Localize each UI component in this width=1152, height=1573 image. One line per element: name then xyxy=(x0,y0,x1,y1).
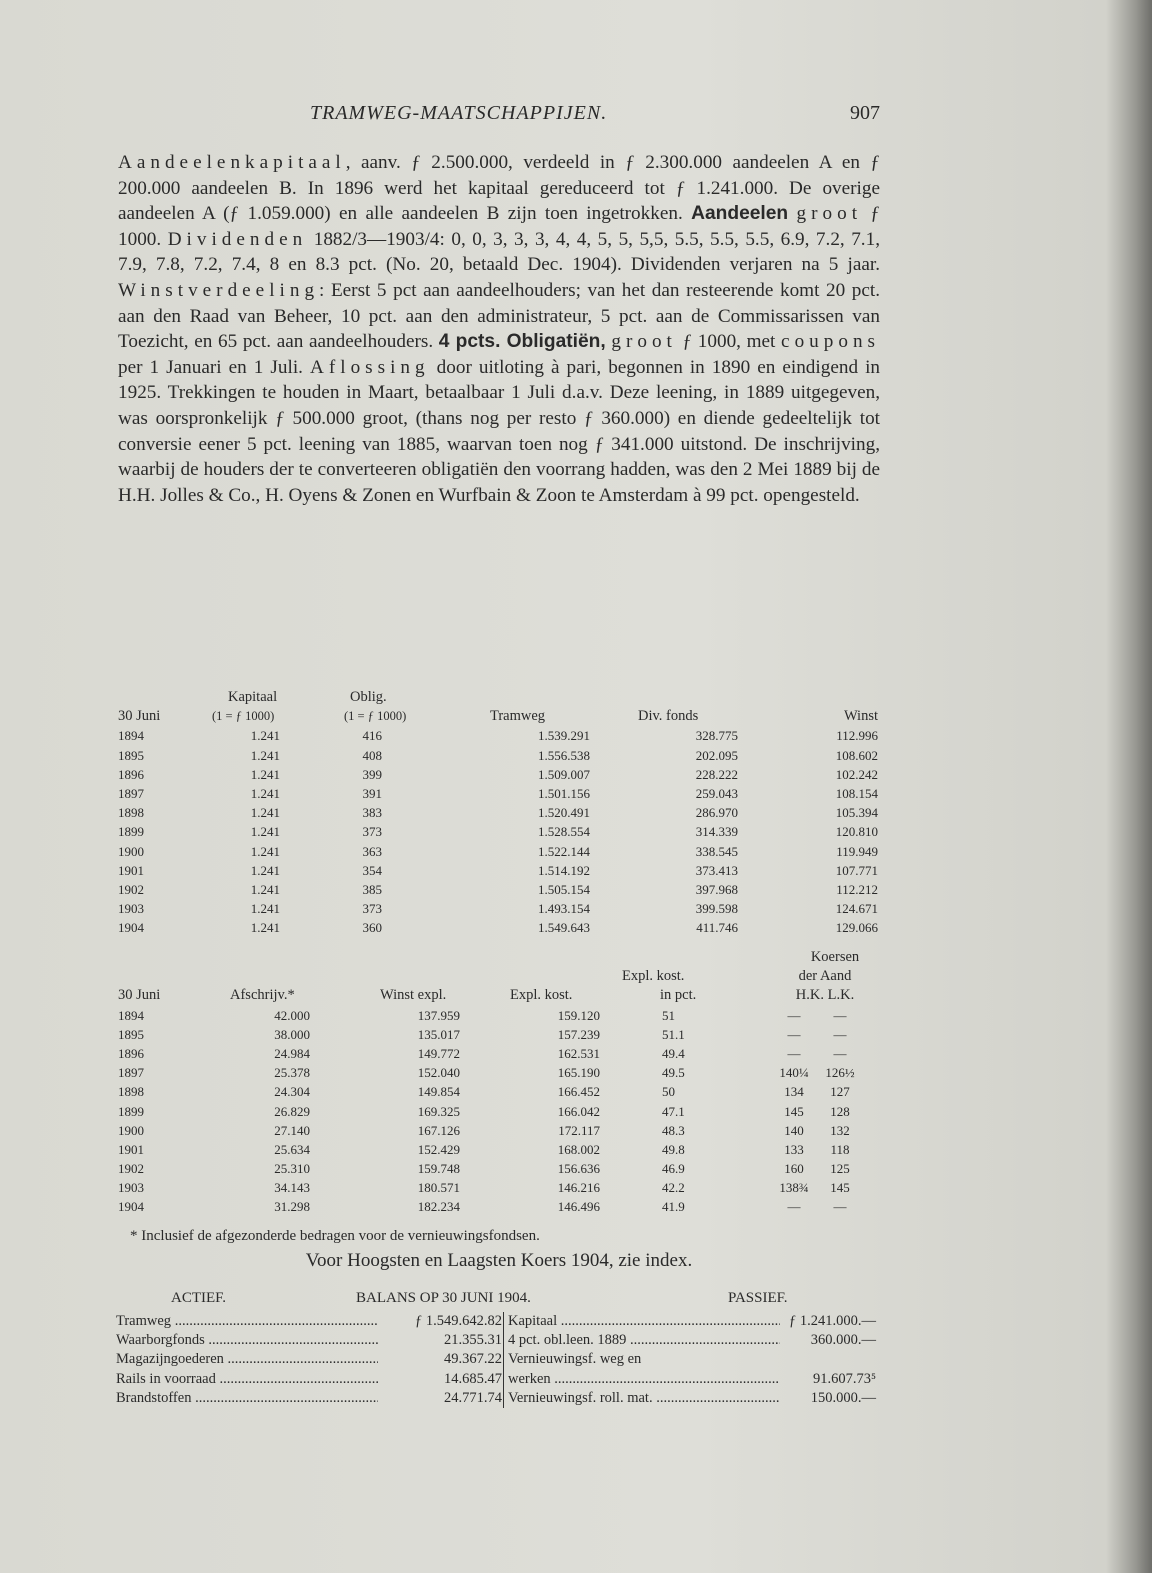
table-cell: — xyxy=(787,1026,801,1042)
text-run: 4 pcts. Obligatiën, xyxy=(438,331,606,353)
table-cell: 228.222 xyxy=(695,766,738,782)
table-cell: 385 xyxy=(362,881,382,897)
table-header-row-top xyxy=(118,688,880,707)
table-row xyxy=(118,1063,880,1082)
text-run: Aandeelenkapitaal xyxy=(118,152,346,173)
table-cell: 1900 xyxy=(118,1122,144,1138)
table-cell: 127 xyxy=(830,1084,850,1100)
table-cell: 167.126 xyxy=(417,1122,460,1138)
table-cell: 156.636 xyxy=(557,1161,600,1177)
table-cell: 50 xyxy=(662,1084,675,1100)
table-cell: — xyxy=(787,1007,801,1023)
balance-passief-label xyxy=(508,1312,780,1331)
body-text xyxy=(118,150,880,508)
col-header-date: 30 Juni xyxy=(118,708,161,725)
balance-actief-value: 21.355.31 xyxy=(444,1332,502,1349)
table-cell: 146.496 xyxy=(557,1199,600,1215)
table-cell: — xyxy=(833,1199,847,1215)
page-title: TRAMWEG-MAATSCHAPPIJEN. xyxy=(310,102,608,124)
col-header-tramweg: Tramweg xyxy=(490,708,546,725)
col-header-winst: Winst xyxy=(843,708,878,725)
table-cell: 132 xyxy=(830,1122,850,1138)
balance-actief-value: ƒ 1.549.642.82 xyxy=(415,1313,502,1329)
text-run: Aandeelen xyxy=(691,203,789,225)
table-row xyxy=(118,1006,880,1025)
table-row xyxy=(118,1082,880,1101)
table-cell: 159.120 xyxy=(557,1007,600,1023)
table-row xyxy=(118,861,880,880)
table-cell: 49.4 xyxy=(662,1045,685,1061)
balance-divider xyxy=(503,1370,504,1389)
balance-divider xyxy=(503,1389,504,1408)
table-cell: 1897 xyxy=(118,785,144,801)
table-cell: 51.1 xyxy=(662,1026,685,1042)
table-row xyxy=(118,822,880,841)
table-cell: 1.509.007 xyxy=(538,766,590,782)
table-cell: 1.539.291 xyxy=(538,728,590,744)
table-cell: — xyxy=(833,1045,847,1061)
leader-dots xyxy=(557,1313,780,1329)
table-cell: 1894 xyxy=(118,728,144,744)
table-cell: 145 xyxy=(830,1180,850,1196)
balance-passief-text: 4 pct. obl.leen. 1889 xyxy=(508,1332,627,1349)
table-cell: 42.2 xyxy=(662,1180,685,1196)
text-run xyxy=(788,203,796,224)
table-cell: 129.066 xyxy=(835,920,878,936)
balance-passief-value: 91.607.73⁵ xyxy=(812,1370,876,1387)
table-cell: 1897 xyxy=(118,1065,144,1081)
financial-table-capital xyxy=(118,688,880,937)
table-cell: 363 xyxy=(362,843,382,859)
table-cell: 1.241 xyxy=(250,920,280,936)
table-row xyxy=(118,842,880,861)
financial-table-exploitation xyxy=(118,948,880,1217)
balance-divider xyxy=(503,1312,504,1331)
table-cell: 120.810 xyxy=(835,824,878,840)
table-cell: 1.241 xyxy=(250,862,280,878)
table-cell: 105.394 xyxy=(835,805,878,821)
table-cell: 399 xyxy=(362,766,382,782)
page-number: 907 xyxy=(850,102,880,124)
balance-actief-text: Tramweg xyxy=(116,1313,172,1329)
leader-dots xyxy=(653,1390,780,1406)
col-header-in-pct: in pct. xyxy=(660,987,697,1004)
leader-dots xyxy=(626,1332,780,1348)
table-header-row xyxy=(118,707,880,726)
table-cell: 25.310 xyxy=(274,1161,310,1177)
table-cell: 1903 xyxy=(118,1180,144,1196)
index-reference: Voor Hoogsten en Laagsten Koers 1904, zie index. xyxy=(305,1250,693,1271)
table-cell: 391 xyxy=(362,785,382,801)
table-cell: 1.241 xyxy=(250,785,280,801)
balance-actief-value: 24.771.74 xyxy=(444,1389,502,1406)
table-cell: 1.241 xyxy=(250,766,280,782)
table-cell: 1896 xyxy=(118,1045,144,1061)
table-cell: 47.1 xyxy=(662,1103,685,1119)
table-cell: 1903 xyxy=(118,901,144,917)
balance-actief-text: Brandstoffen xyxy=(116,1389,192,1406)
table-cell: 373 xyxy=(362,824,382,840)
table-cell: 1898 xyxy=(118,805,144,821)
table-cell: 159.748 xyxy=(417,1161,460,1177)
table-cell: 397.968 xyxy=(695,881,738,897)
balance-header xyxy=(116,1290,880,1312)
table-cell: 166.042 xyxy=(557,1103,600,1119)
text-run: Dividenden xyxy=(167,228,308,250)
balance-actief-text: Waarborgfonds xyxy=(116,1332,205,1349)
table-cell: 126½ xyxy=(825,1065,855,1081)
table-cell: 1901 xyxy=(118,862,144,878)
table-cell: 411.746 xyxy=(696,920,738,936)
table-cell: 168.002 xyxy=(557,1141,600,1157)
text-run: Winstverdeeling xyxy=(118,279,320,301)
table-cell: 1.556.538 xyxy=(538,747,590,763)
table-cell: 125 xyxy=(830,1161,850,1177)
table-cell: 338.545 xyxy=(695,843,738,859)
leader-dots xyxy=(191,1390,378,1406)
col-header-der-aand: der Aand xyxy=(798,968,852,985)
col-header-oblig-unit: (1 = ƒ 1000) xyxy=(344,709,407,724)
table-cell: 149.854 xyxy=(417,1084,460,1100)
table-cell: 180.571 xyxy=(417,1180,460,1196)
text-run: coupons xyxy=(781,331,880,353)
table-cell: 140¼ xyxy=(779,1065,809,1081)
balance-row xyxy=(116,1389,880,1408)
table-row xyxy=(118,899,880,918)
balance-divider xyxy=(503,1350,504,1369)
table-cell: 38.000 xyxy=(274,1026,310,1042)
table-cell: 1.241 xyxy=(250,881,280,897)
table-cell: 259.043 xyxy=(695,785,738,801)
table-cell: 399.598 xyxy=(695,901,738,917)
table-cell: 1.241 xyxy=(250,728,280,744)
table-cell: 360 xyxy=(362,920,382,936)
col-header-hk-lk: H.K. L.K. xyxy=(795,987,855,1004)
text-run: ƒ 1000. xyxy=(118,203,881,250)
balance-passief-label xyxy=(508,1350,780,1369)
table-cell: 146.216 xyxy=(557,1180,600,1196)
table-cell: 134 xyxy=(784,1084,804,1100)
table-cell: 160 xyxy=(784,1161,804,1177)
table-cell: 108.602 xyxy=(835,747,878,763)
table-cell: 314.339 xyxy=(695,824,738,840)
col-header-kapitaal: Kapitaal xyxy=(228,689,278,705)
col-header-oblig: Oblig. xyxy=(350,689,387,705)
table-cell: 1899 xyxy=(118,824,144,840)
text-run: : Eerst 5 pct aan aandeelhouders; van het dan resteerende komt 20 pct. aan den Raad van Beheer, 10 pct. aan den administrateur, 5 pct. aan de Commissarissen van Toezicht, en 65 pct. aan aandeelhouders. xyxy=(118,279,880,353)
balance-row xyxy=(116,1312,880,1331)
table-cell: 1896 xyxy=(118,766,144,782)
col-header-div-fonds: Div. fonds xyxy=(638,708,699,725)
table-cell: 1.528.554 xyxy=(538,824,590,840)
table-cell: 373 xyxy=(362,901,382,917)
balance-title: BALANS OP 30 JUNI 1904. xyxy=(356,1290,531,1306)
table-cell: 31.298 xyxy=(274,1199,310,1215)
table-cell: 48.3 xyxy=(662,1122,685,1138)
table-row xyxy=(118,726,880,745)
balance-passief-label xyxy=(508,1331,780,1350)
col-header-expl-kost: Expl. kost. xyxy=(510,987,573,1004)
company-description-paragraph xyxy=(118,150,880,508)
table-header-row xyxy=(118,986,880,1005)
table-cell: 138¾ xyxy=(779,1180,809,1196)
table-cell: 1.505.154 xyxy=(538,881,590,897)
text-run: ƒ 1000, met xyxy=(676,331,782,353)
balance-actief-label xyxy=(116,1350,378,1369)
table-cell: 1902 xyxy=(118,1161,144,1177)
table-cell: 25.634 xyxy=(274,1141,310,1157)
text-run: per 1 Januari en 1 Juli. xyxy=(118,356,310,378)
running-header xyxy=(310,102,880,125)
table-row xyxy=(118,1140,880,1159)
table-header-row-mid xyxy=(118,967,880,986)
table-cell: 25.378 xyxy=(274,1065,310,1081)
table-cell: 1904 xyxy=(118,920,144,936)
balance-passief-text: Kapitaal xyxy=(508,1313,558,1329)
table-cell: 1.241 xyxy=(250,824,280,840)
table-row xyxy=(118,1197,880,1216)
table-row xyxy=(118,1025,880,1044)
balance-actief-label xyxy=(116,1389,378,1408)
table-cell: 286.970 xyxy=(695,805,738,821)
text-run: Aflossing xyxy=(310,356,430,378)
balance-passief-text: Vernieuwingsf. roll. mat. xyxy=(508,1389,653,1406)
table-cell: 135.017 xyxy=(417,1026,460,1042)
table-cell: 166.452 xyxy=(557,1084,600,1100)
table-cell: 408 xyxy=(362,747,382,763)
table-cell: 1895 xyxy=(118,1026,144,1042)
table-cell: 1895 xyxy=(118,747,144,763)
table-cell: 373.413 xyxy=(695,862,738,878)
balance-row xyxy=(116,1350,880,1369)
table-cell: 152.429 xyxy=(417,1141,460,1157)
col-header-afschrijv: Afschrijv.* xyxy=(230,987,295,1004)
table-cell: 46.9 xyxy=(662,1161,685,1177)
table-cell: 51 xyxy=(662,1007,675,1023)
table-cell: 1904 xyxy=(118,1199,144,1215)
leader-dots xyxy=(224,1351,378,1367)
text-run: groot xyxy=(611,331,677,353)
table-cell: 1.241 xyxy=(250,843,280,859)
table-cell: 383 xyxy=(362,805,382,821)
col-header-winst-expl: Winst expl. xyxy=(380,987,447,1004)
table-cell: 1.520.491 xyxy=(538,805,590,821)
leader-dots xyxy=(216,1371,378,1387)
table-cell: 49.5 xyxy=(662,1065,685,1081)
leader-dots xyxy=(551,1371,780,1387)
table-cell: 416 xyxy=(362,728,382,744)
table-row xyxy=(118,1121,880,1140)
col-header-kapitaal-unit: (1 = ƒ 1000) xyxy=(212,709,275,724)
table-cell: 1899 xyxy=(118,1103,144,1119)
table-cell: 41.9 xyxy=(662,1199,685,1215)
col-header-koersen: Koersen xyxy=(810,949,860,965)
balance-passief-label xyxy=(508,1370,780,1389)
table-cell: 1902 xyxy=(118,881,144,897)
table-body xyxy=(118,1006,880,1217)
table-header-row-koersen xyxy=(118,948,880,967)
table-cell: 128 xyxy=(830,1103,850,1119)
table-row xyxy=(118,918,880,937)
balance-actief-label xyxy=(116,1370,378,1389)
table-cell: 27.140 xyxy=(274,1122,310,1138)
balance-divider xyxy=(503,1331,504,1350)
balance-actief-text: Rails in voorraad xyxy=(116,1370,216,1387)
table-row xyxy=(118,1102,880,1121)
table-row xyxy=(118,1044,880,1063)
col-header-expl-kost-top: Expl. kost. xyxy=(622,968,685,985)
balance-passief-value: 360.000.— xyxy=(810,1332,876,1349)
table-cell: 34.143 xyxy=(274,1180,310,1196)
table-cell: 152.040 xyxy=(417,1065,460,1081)
table-cell: 1.493.154 xyxy=(538,901,590,917)
table-cell: 1.241 xyxy=(250,805,280,821)
balance-sheet xyxy=(116,1290,880,1408)
balance-actief-heading: ACTIEF. xyxy=(171,1290,227,1306)
balance-passief-value: ƒ 1.241.000.— xyxy=(789,1313,876,1329)
table-row xyxy=(118,880,880,899)
table-cell: 24.984 xyxy=(274,1045,310,1061)
table-cell: 112.996 xyxy=(836,728,878,744)
table-row xyxy=(118,784,880,803)
table-cell: — xyxy=(787,1199,801,1215)
footnote: * Inclusief de afgezonderde bedragen voor de vernieuwingsfondsen. xyxy=(130,1228,540,1244)
leader-dots xyxy=(171,1313,378,1329)
table-cell: 42.000 xyxy=(274,1007,310,1023)
table-cell: 149.772 xyxy=(417,1045,460,1061)
table-cell: 102.242 xyxy=(835,766,878,782)
table-cell: 124.671 xyxy=(835,901,878,917)
balance-actief-value: 14.685.47 xyxy=(444,1370,502,1387)
table-cell: 119.949 xyxy=(836,843,878,859)
balance-actief-text: Magazijngoederen xyxy=(116,1351,224,1368)
text-run: , aanv. ƒ 2.500.000, verdeeld in ƒ 2.300.000 aandeelen A en ƒ 200.000 aandeelen B. In 1896 werd het kapitaal gereduceerd tot ƒ 1.241.000. De overige aandeelen A (ƒ 1.059.000) en alle aandeelen B zijn toen ingetrokken. xyxy=(118,152,880,225)
table-body xyxy=(118,726,880,937)
table-cell: 26.829 xyxy=(274,1103,310,1119)
table-cell: 172.117 xyxy=(558,1122,600,1138)
table-cell: 354 xyxy=(362,862,382,878)
balance-passief-text: Vernieuwingsf. weg en xyxy=(508,1351,642,1368)
table-cell: 169.325 xyxy=(417,1103,460,1119)
table-cell: — xyxy=(787,1045,801,1061)
table-cell: 1.241 xyxy=(250,901,280,917)
table-cell: 107.771 xyxy=(835,862,878,878)
table-row xyxy=(118,803,880,822)
balance-passief-heading: PASSIEF. xyxy=(728,1290,788,1306)
balance-actief-label xyxy=(116,1331,378,1350)
table-cell: — xyxy=(833,1007,847,1023)
table-cell: 202.095 xyxy=(695,747,738,763)
table-row xyxy=(118,765,880,784)
balance-rows xyxy=(116,1312,880,1408)
table-cell: 112.212 xyxy=(836,881,878,897)
leader-dots xyxy=(205,1332,378,1348)
table-cell: 118 xyxy=(830,1141,850,1157)
table-cell: 108.154 xyxy=(835,785,878,801)
table-cell: 182.234 xyxy=(417,1199,460,1215)
table-cell: 1.514.192 xyxy=(538,862,590,878)
balance-passief-text: werken xyxy=(508,1370,551,1387)
table-cell: 1898 xyxy=(118,1084,144,1100)
table-cell: 1901 xyxy=(118,1141,144,1157)
table-cell: 24.304 xyxy=(274,1084,310,1100)
table-cell: 145 xyxy=(784,1103,804,1119)
table-cell: 328.775 xyxy=(695,728,738,744)
table-cell: 1900 xyxy=(118,843,144,859)
table-cell: 133 xyxy=(784,1141,804,1157)
text-run: groot xyxy=(796,203,863,225)
table-cell: 49.8 xyxy=(662,1141,685,1157)
text-run: 1882/3—1903/4: 0, 0, 3, 3, 3, 4, 4, 5, 5, 5,5, 5.5, 5.5, 5.5, 6.9, 7.2, 7.1, 7.9, 7.8, 7.2, 7.4, 8 en 8.3 pct. (No. 20, betaald Dec. 1904). Dividenden verjaren na 5 jaar. xyxy=(118,228,880,276)
table-cell: 157.239 xyxy=(557,1026,600,1042)
table-row xyxy=(118,746,880,765)
table-cell: 165.190 xyxy=(557,1065,600,1081)
table-row xyxy=(118,1159,880,1178)
table-cell: 1.549.643 xyxy=(538,920,590,936)
table-cell: 137.959 xyxy=(417,1007,460,1023)
balance-row xyxy=(116,1331,880,1350)
balance-passief-value: 150.000.— xyxy=(810,1389,876,1406)
table-cell: 1.522.144 xyxy=(538,843,590,859)
table-row xyxy=(118,1178,880,1197)
table-cell: 140 xyxy=(784,1122,804,1138)
table-cell: — xyxy=(833,1026,847,1042)
table-cell: 1.241 xyxy=(250,747,280,763)
table-cell: 1894 xyxy=(118,1007,144,1023)
table-cell: 162.531 xyxy=(557,1045,600,1061)
balance-passief-label xyxy=(508,1389,780,1408)
col-header-date: 30 Juni xyxy=(118,987,161,1004)
balance-actief-label xyxy=(116,1312,378,1331)
text-run: door uitloting à pari, begonnen in 1890 en eindigend in 1925. Trekkingen te houden in Maart, betaalbaar 1 Juli d.a.v. Deze leening, in 1889 uitgegeven, was oorspronkelijk ƒ 500.000 groot, (thans nog per resto ƒ 360.000) en diende gedeeltelijk tot conversie eener 5 pct. leening van 1885, waarvan toen nog ƒ 341.000 uitstond. De inschrijving, waarbij de houders der te converteeren obligatiën den voorrang hadden, was den 2 Mei 1889 bij de H.H. Jolles & Co., H. Oyens & Zonen en Wurfbain & Zoon te Amsterdam à 99 pct. opengesteld. xyxy=(118,356,881,506)
balance-actief-value: 49.367.22 xyxy=(444,1351,502,1368)
balance-row xyxy=(116,1370,880,1389)
table-cell: 1.501.156 xyxy=(538,785,590,801)
